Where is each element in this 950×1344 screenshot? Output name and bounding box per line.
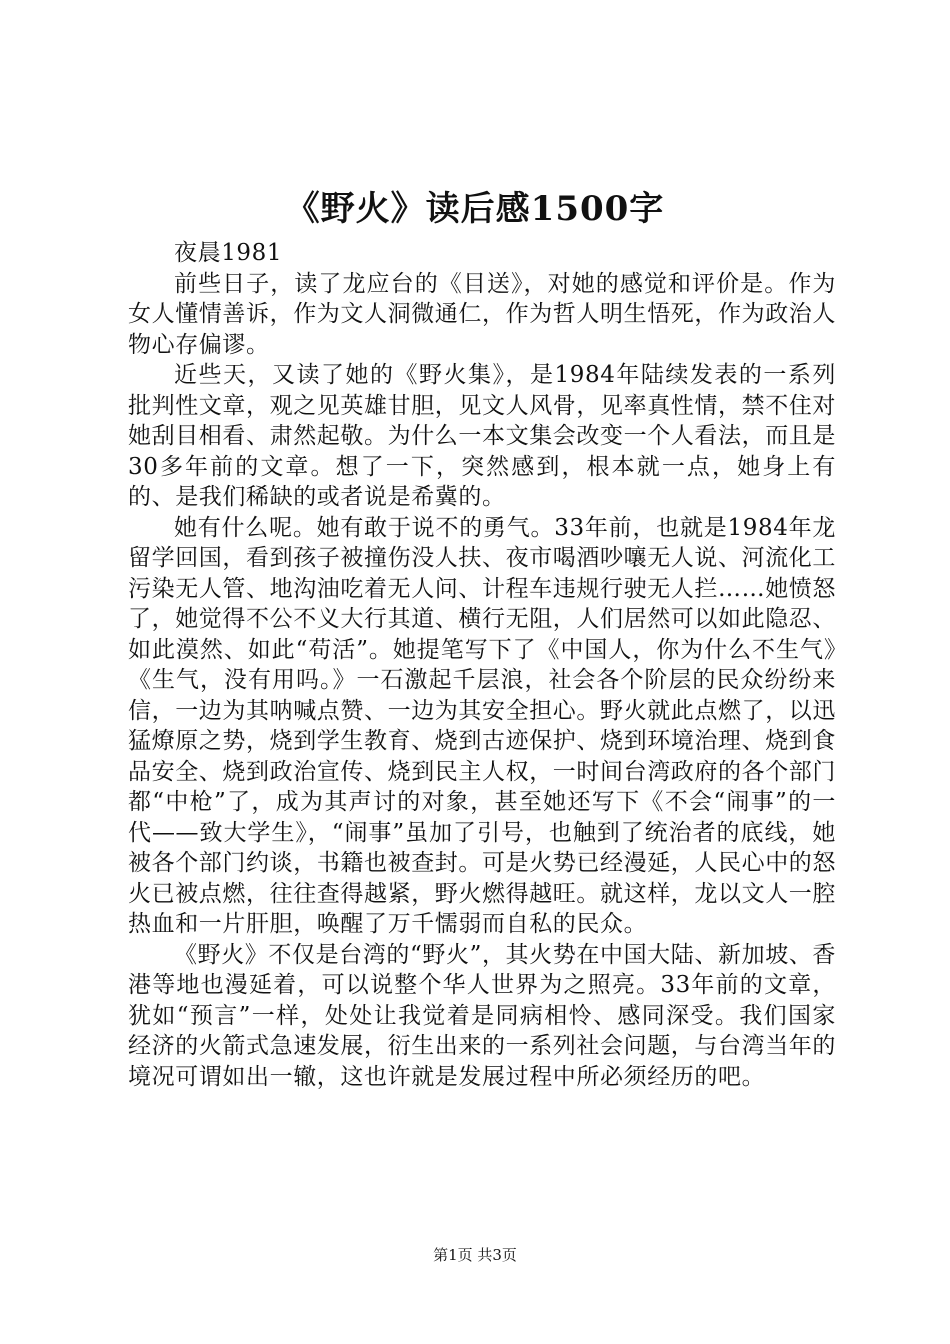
paragraph-2: 近些天，又读了她的《野火集》，是1984年陆续发表的一系列批判性文章，观之见英雄甘胆，见文人风骨，见率真性情，禁不住对她刮目相看、肃然起敬。为什么一本文集会改变一个人看法，而且是30多年前的文章。想了一下，突然感到，根本就一点，她身上有的、是我们稀缺的或者说是希冀的。	[128, 362, 836, 510]
paragraph-4: 《野火》不仅是台湾的“野火”，其火势在中国大陆、新加坡、香港等地也漫延着，可以说整个华人世界为之照亮。33年前的文章，犹如“预言”一样，处处让我觉着是同病相怜、感同深受。我们国家经济的火箭式急速发展，衍生出来的一系列社会问题，与台湾当年的境况可谓如出一辙，这也许就是发展过程中所必须经历的吧。	[128, 941, 836, 1090]
paragraph-1: 前些日子，读了龙应台的《目送》，对她的感觉和评价是。作为女人懂情善诉，作为文人洞微通仁，作为哲人明生悟死，作为政治人物心存偏谬。	[128, 270, 836, 358]
document-title: 《野火》读后感1500字	[285, 189, 665, 229]
document-body	[128, 238, 836, 1092]
author-line: 夜晨1981	[174, 240, 283, 266]
paragraph-3: 她有什么呢。她有敢于说不的勇气。33年前，也就是1984年龙留学回国，看到孩子被撞伤没人扶、夜市喝酒吵嚷无人说、河流化工污染无人管、地沟油吃着无人问、计程车违规行驶无人拦……她愤怒了，她觉得不公不义大行其道、横行无阻，人们居然可以如此隐忍、如此漠然、如此“苟活”。她提笔写下了《中国人，你为什么不生气》《生气，没有用吗。》一石激起千层浪，社会各个阶层的民众纷纷来信，一边为其呐喊点赞、一边为其安全担心。野火就此点燃了，以迅猛燎原之势，烧到学生教育、烧到古迹保护、烧到环境治理、烧到食品安全、烧到政治宣传、烧到民主人权，一时间台湾政府的各个部门都“中枪”了，成为其声讨的对象，甚至她还写下《不会“闹事”的一代——致大学生》，“闹事”虽加了引号，也触到了统治者的底线，她被各个部门约谈，书籍也被查封。可是火势已经漫延，人民心中的怒火已被点燃，往往查得越紧，野火燃得越旺。就这样，龙以文人一腔热血和一片肝胆，唤醒了万千懦弱而自私的民众。	[128, 514, 836, 937]
page-number-footer: 第1页 共3页	[433, 1246, 517, 1264]
